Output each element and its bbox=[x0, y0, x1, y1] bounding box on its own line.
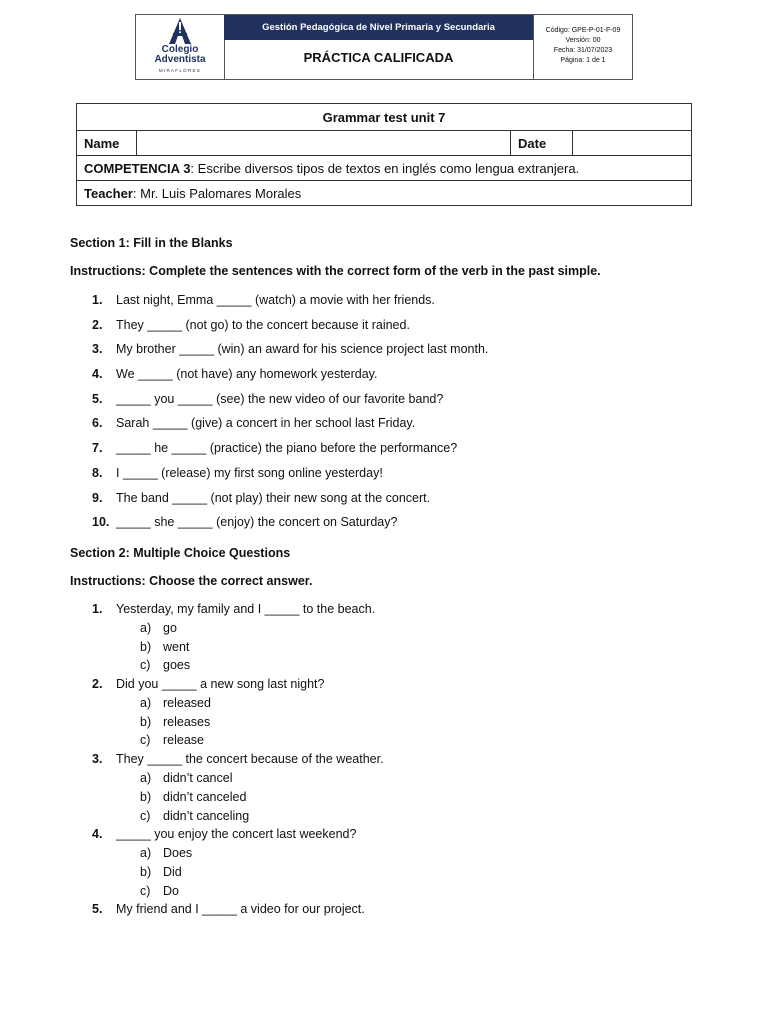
teacher-label: Teacher bbox=[84, 185, 133, 201]
section1-list bbox=[70, 288, 488, 535]
answer-option[interactable]: a) go bbox=[140, 621, 177, 635]
doc-page: Página: 1 de 1 bbox=[560, 57, 606, 64]
answer-option[interactable]: a) Does bbox=[140, 846, 193, 861]
document-metadata bbox=[534, 15, 632, 79]
list-item: 8. I _____ (release) my first song online yesterday! bbox=[92, 465, 383, 480]
competencia-text: : Escribe diversos tipos de textos en inglés como lengua extranjera. bbox=[190, 160, 580, 176]
school-logo bbox=[136, 15, 225, 79]
answer-option[interactable]: a) released bbox=[140, 696, 211, 711]
section1-title: Section 1: Fill in the Blanks bbox=[70, 236, 233, 250]
document-type-title: PRÁCTICA CALIFICADA bbox=[303, 50, 454, 65]
answer-option[interactable]: b) went bbox=[140, 639, 190, 654]
list-item: 7. _____ he _____ (practice) the piano before the performance? bbox=[92, 441, 458, 456]
doc-version: Versión: 00 bbox=[565, 37, 601, 44]
list-item: 3. My brother _____ (win) an award for his science project last month. bbox=[92, 342, 489, 357]
section2-instructions: Instructions: Choose the correct answer. bbox=[70, 574, 313, 588]
list-item: 10. _____ she _____ (enjoy) the concert on Saturday? bbox=[92, 515, 398, 530]
teacher-text: : Mr. Luis Palomares Morales bbox=[132, 185, 302, 201]
question-item: 5. My friend and I _____ a video for our project. bbox=[92, 902, 365, 917]
answer-option[interactable]: c) Do bbox=[140, 883, 179, 898]
competencia-label: COMPETENCIA 3 bbox=[84, 160, 191, 176]
test-title: Grammar test unit 7 bbox=[77, 104, 692, 131]
list-item: 6. Sarah _____ (give) a concert in her school last Friday. bbox=[92, 416, 416, 431]
list-item: 5. _____ you _____ (see) the new video of our favorite band? bbox=[92, 391, 444, 406]
section1-instructions: Instructions: Complete the sentences with the correct form of the verb in the past simple. bbox=[70, 264, 601, 278]
list-item: 9. The band _____ (not play) their new song at the concert. bbox=[92, 490, 431, 505]
question-item: 1. Yesterday, my family and I _____ to the beach. a) go b) went c) goes bbox=[70, 600, 384, 675]
department-banner: Gestión Pedagógica de Nivel Primaria y Secundaria bbox=[224, 15, 533, 40]
list-item: 4. We _____ (not have) any homework yesterday. bbox=[92, 367, 378, 382]
answer-option[interactable]: c) didn’t canceling bbox=[140, 808, 250, 823]
answer-option[interactable]: b) releases bbox=[140, 714, 211, 729]
question-item: 2. Did you _____ a new song last night? a) released b) releases c) release bbox=[70, 675, 384, 750]
logo-text-miraflores: MIRAFLORES bbox=[158, 68, 202, 73]
list-item: 2. They _____ (not go) to the concert because it rained. bbox=[92, 317, 410, 332]
date-field[interactable] bbox=[573, 131, 692, 156]
answer-option[interactable]: b) didn’t canceled bbox=[140, 789, 247, 804]
answer-option[interactable]: c) release bbox=[140, 733, 204, 748]
doc-code: Código: GPE-P-01-F-09 bbox=[545, 27, 621, 34]
student-info-table bbox=[76, 103, 692, 206]
list-item: 1. Last night, Emma _____ (watch) a movie with her friends. bbox=[92, 293, 435, 307]
teacher-row bbox=[77, 181, 692, 206]
name-label: Name bbox=[77, 131, 137, 156]
competencia-row bbox=[77, 156, 692, 181]
section2-list bbox=[70, 600, 384, 919]
logo-text-adventista: Adventista bbox=[154, 54, 206, 65]
header-center bbox=[224, 15, 534, 79]
logo-text-colegio: Colegio bbox=[161, 44, 199, 55]
section2-title: Section 2: Multiple Choice Questions bbox=[70, 546, 291, 560]
doc-date: Fecha: 31/07/2023 bbox=[553, 47, 613, 54]
answer-option[interactable]: c) goes bbox=[140, 658, 191, 673]
school-crest-icon bbox=[169, 18, 191, 44]
answer-option[interactable]: b) Did bbox=[140, 864, 182, 879]
date-label: Date bbox=[511, 131, 573, 156]
question-item: 4. _____ you enjoy the concert last weekend? a) Does b) Did c) Do bbox=[70, 825, 384, 900]
name-field[interactable] bbox=[137, 131, 511, 156]
question-item: 3. They _____ the concert because of the weather. a) didn’t cancel b) didn’t canceled c) didn’t canceling bbox=[70, 750, 384, 825]
document-header bbox=[135, 14, 633, 80]
answer-option[interactable]: a) didn’t cancel bbox=[140, 771, 233, 786]
